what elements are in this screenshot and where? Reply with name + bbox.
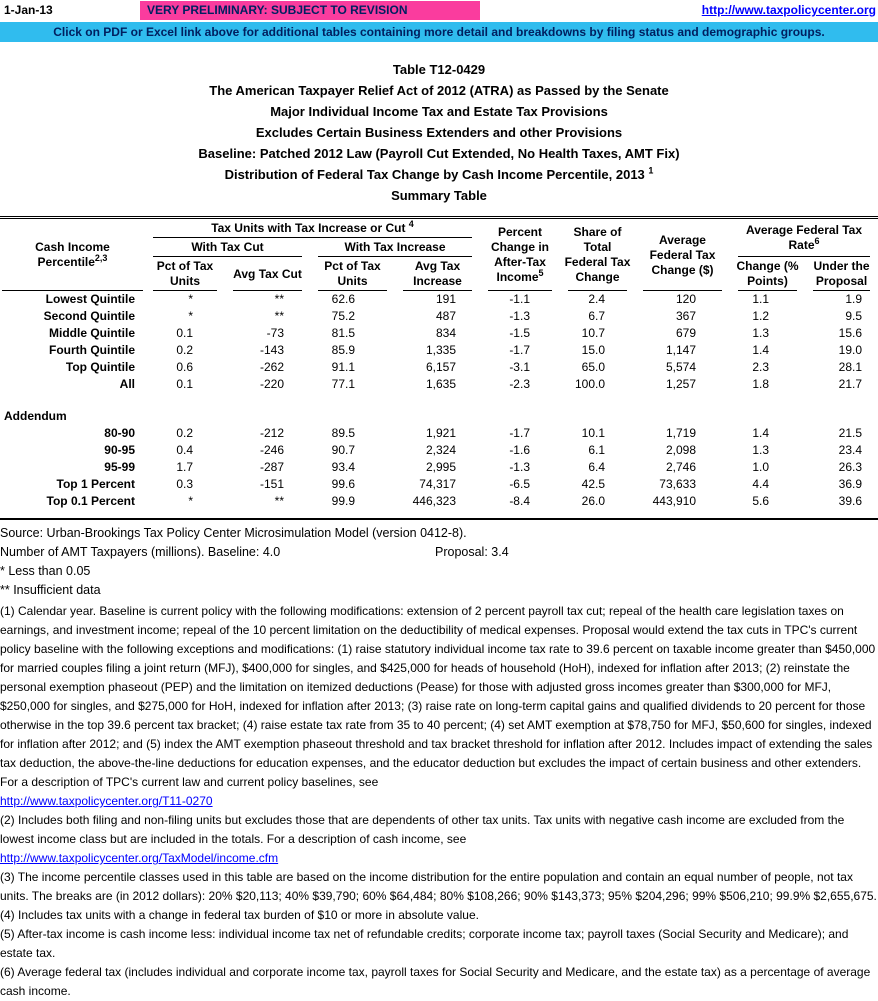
- table-number: Table T12-0429: [392, 62, 486, 77]
- avg-tax-increase-value: 2,995: [425, 460, 456, 474]
- avg-tax-increase-value: 834: [435, 326, 456, 340]
- pct-units-cut-value: 0.2: [176, 426, 193, 440]
- row-label: Middle Quintile: [49, 326, 135, 340]
- avg-federal-tax-change-value: 443,910: [652, 494, 696, 508]
- table-row: [0, 291, 878, 308]
- table-row: [0, 376, 878, 393]
- footnote-6-marker: 6: [814, 236, 820, 246]
- avg-tax-increase-value: 2,324: [425, 443, 456, 457]
- note-5: (5) After-tax income is cash income less: individual income tax net of refundable credits; corporate income tax; payroll taxes (Social Security and Medicare); and estate tax.: [0, 927, 849, 960]
- pct-units-increase-value: 85.9: [331, 343, 355, 357]
- avg-tax-increase-value: 1,335: [425, 343, 456, 357]
- header-avg-federal-tax-change: Average Federal Tax Change ($): [635, 218, 730, 292]
- taxpolicycenter-link[interactable]: http://www.taxpolicycenter.org: [701, 3, 876, 17]
- change-pct-points-value: 1.0: [752, 460, 769, 474]
- header-under-proposal: Under the Proposal: [805, 257, 878, 291]
- header-change-pct-points: Change (% Points): [730, 257, 805, 291]
- table-row: [0, 342, 878, 359]
- footnote-2-3-marker: 2,3: [94, 253, 108, 263]
- avg-tax-cut-value: **: [274, 494, 284, 508]
- note-1-link[interactable]: http://www.taxpolicycenter.org/T11-0270: [0, 794, 213, 808]
- header-avg-tax-increase: Avg Tax Increase: [395, 257, 480, 291]
- avg-federal-tax-change-value: 679: [675, 326, 696, 340]
- pct-change-after-tax-value: -1.5: [509, 326, 530, 340]
- pct-units-cut-value: *: [188, 494, 193, 508]
- pct-change-after-tax-value: -6.5: [509, 477, 530, 491]
- table-row: [0, 476, 878, 493]
- title-summary: Summary Table: [391, 188, 487, 203]
- pct-units-cut-value: 1.7: [176, 460, 193, 474]
- pct-units-cut-value: *: [188, 309, 193, 323]
- notes-block: [0, 602, 878, 1001]
- avg-tax-cut-value: -143: [259, 343, 284, 357]
- header-pct-units-cut: Pct of Tax Units: [145, 257, 225, 291]
- avg-tax-cut-value: -287: [259, 460, 284, 474]
- under-proposal-value: 39.6: [838, 494, 863, 508]
- row-label: 95-99: [104, 460, 135, 474]
- table-header: [0, 218, 878, 292]
- title-provisions: Major Individual Income Tax and Estate Tax Provisions: [270, 104, 608, 119]
- change-pct-points-value: 1.4: [752, 343, 769, 357]
- share-total-change-value: 10.7: [581, 326, 605, 340]
- avg-tax-cut-value: -73: [266, 326, 284, 340]
- preliminary-banner: VERY PRELIMINARY: SUBJECT TO REVISION: [140, 1, 480, 20]
- share-total-change-value: 6.7: [588, 309, 605, 323]
- change-pct-points-value: 1.1: [752, 292, 769, 306]
- pct-units-cut-value: 0.1: [176, 377, 193, 391]
- addendum-rows: [0, 425, 878, 510]
- avg-tax-cut-value: **: [274, 309, 284, 323]
- avg-federal-tax-change-value: 1,257: [665, 377, 696, 391]
- under-proposal-value: 23.4: [838, 443, 863, 457]
- avg-tax-cut-value: -262: [259, 360, 284, 374]
- avg-federal-tax-change-value: 2,746: [665, 460, 696, 474]
- title-baseline: Baseline: Patched 2012 Law (Payroll Cut Extended, No Health Taxes, AMT Fix): [198, 146, 680, 161]
- date-label: 1-Jan-13: [4, 3, 53, 17]
- avg-tax-increase-value: 191: [435, 292, 456, 306]
- share-total-change-value: 65.0: [581, 360, 605, 374]
- notice-banner: Click on PDF or Excel link above for additional tables containing more detail and breakdowns by filing status and demographic groups.: [0, 22, 878, 42]
- note-2: (2) Includes both filing and non-filing units but excludes those that are dependents of other tax units. Tax units with negative cash income are excluded from the lowest income class but are included in the totals. For a description of cash income, see: [0, 813, 845, 846]
- footnote-1-marker: 1: [648, 165, 654, 176]
- pct-units-increase-value: 93.4: [331, 460, 355, 474]
- change-pct-points-value: 1.8: [752, 377, 769, 391]
- header-tax-units-group: Tax Units with Tax Increase or Cut $^4$: [145, 218, 480, 239]
- star-note: * Less than 0.05: [0, 564, 91, 578]
- under-proposal-value: 19.0: [838, 343, 863, 357]
- header-avg-tax-cut: Avg Tax Cut: [225, 257, 310, 291]
- pct-units-increase-value: 62.6: [331, 292, 355, 306]
- change-pct-points-value: 1.2: [752, 309, 769, 323]
- avg-tax-cut-value: -151: [259, 477, 284, 491]
- change-pct-points-value: 1.4: [752, 426, 769, 440]
- pct-units-increase-value: 81.5: [331, 326, 355, 340]
- pct-units-increase-value: 91.1: [331, 360, 355, 374]
- summary-table: [0, 216, 878, 520]
- header-share-total-change: Share of Total Federal Tax Change: [560, 218, 635, 292]
- change-pct-points-value: 2.3: [752, 360, 769, 374]
- row-label: 80-90: [104, 426, 135, 440]
- double-star-note: ** Insufficient data: [0, 583, 101, 597]
- share-total-change-value: 10.1: [581, 426, 605, 440]
- change-pct-points-value: 1.3: [752, 326, 769, 340]
- avg-tax-cut-value: -220: [259, 377, 284, 391]
- under-proposal-value: 28.1: [838, 360, 863, 374]
- under-proposal-value: 26.3: [838, 460, 863, 474]
- avg-tax-cut-value: -246: [259, 443, 284, 457]
- note-2-link[interactable]: http://www.taxpolicycenter.org/TaxModel/income.cfm: [0, 851, 279, 865]
- title-distribution: Distribution of Federal Tax Change by Cash Income Percentile, 2013 $^1$: [224, 165, 654, 182]
- footer-block: [0, 524, 878, 600]
- under-proposal-value: 21.7: [838, 377, 863, 391]
- pct-change-after-tax-value: -1.7: [509, 343, 530, 357]
- share-total-change-value: 42.5: [581, 477, 605, 491]
- title-excludes: Excludes Certain Business Extenders and other Provisions: [255, 125, 623, 140]
- note-4: (4) Includes tax units with a change in federal tax burden of $10 or more in absolute value.: [0, 908, 479, 922]
- title-act: The American Taxpayer Relief Act of 2012 (ATRA) as Passed by the Senate: [209, 83, 669, 98]
- header-cash-income-percentile: Cash Income Percentile$^{2,3}$: [0, 218, 145, 292]
- pct-units-cut-value: 0.3: [176, 477, 193, 491]
- avg-tax-increase-value: 6,157: [425, 360, 456, 374]
- change-pct-points-value: 5.6: [752, 494, 769, 508]
- footnote-4-marker: 4: [408, 219, 414, 229]
- under-proposal-value: 15.6: [838, 326, 863, 340]
- header-pct-units-increase: Pct of Tax Units: [310, 257, 395, 291]
- header-avg-federal-tax-rate-group: Average Federal Tax Rate$^6$: [730, 218, 878, 258]
- top-bar: [0, 0, 878, 21]
- pct-units-increase-value: 99.6: [331, 477, 355, 491]
- note-3: (3) The income percentile classes used in this table are based on the income distribution for the entire population and contain an equal number of people, not tax units. The breaks are (in 2012 dollars): 20% $20,113; 40% $39,790; 60% $64,484; 80% $108,266; 90% $143,373; 95% $204,296; 99% $506,210; 99.9% $2,655,675.: [0, 870, 877, 903]
- pct-units-cut-value: *: [188, 292, 193, 306]
- under-proposal-value: 1.9: [845, 292, 863, 306]
- pct-change-after-tax-value: -1.1: [509, 292, 530, 306]
- header-with-tax-cut: With Tax Cut: [145, 238, 310, 257]
- note-1: (1) Calendar year. Baseline is current policy with the following modifications: extension of 2 percent payroll tax cut; repeal of the health care legislation taxes on earnings, and investment income; repeal of the 10 percent limitation on the deductibility of medical expenses. Proposal would extend the tax cuts in TPC's current policy baseline with the following exceptions and modifications: (1) raise statutory individual income tax rate to 39.6 percent on taxable income greater than $450,000 for married couples filing a joint return (MFJ), $400,000 for singles, and $425,000 for heads of household (HoH), indexed for inflation after 2013; (2) reinstate the personal exemption phaseout (PEP) and the limitation on itemized deductions (Pease) for those with adjusted gross incomes greater than $300,000 for MFJ, $250,000 for singles, and $275,000 for HoH, indexed for inflation after 2013; (3) raise rate on long-term capital gains and qualified dividends to 20 percent for those otherwise in the top 39.6 percent tax bracket; (4) raise estate tax rate from 35 to 40 percent; (4) set AMT exemption at $78,750 for MFJ, $50,600 for singles, indexed for inflation after 2012; and (5) index the AMT exemption phaseout threshold and tax bracket threshold for inflation after 2012. Includes impact of extending the sales tax deduction, the above-the-line deductions for education expenses, and the educator deduction but excludes the impact of certain business and other extenders. For a description of TPC's current law and current policy baselines, see: [0, 604, 876, 789]
- avg-tax-increase-value: 446,323: [412, 494, 456, 508]
- share-total-change-value: 6.1: [588, 443, 605, 457]
- amt-baseline: Number of AMT Taxpayers (millions). Baseline: 4.0: [0, 545, 281, 559]
- avg-federal-tax-change-value: 2,098: [665, 443, 696, 457]
- row-label: All: [119, 377, 135, 391]
- share-total-change-value: 6.4: [588, 460, 605, 474]
- table-row: [0, 442, 878, 459]
- footnote-5-marker: 5: [538, 268, 544, 278]
- row-label: Second Quintile: [43, 309, 135, 323]
- share-total-change-value: 26.0: [581, 494, 605, 508]
- pct-units-cut-value: 0.2: [176, 343, 193, 357]
- avg-tax-increase-value: 1,921: [425, 426, 456, 440]
- pct-change-after-tax-value: -3.1: [509, 360, 530, 374]
- avg-tax-increase-value: 74,317: [419, 477, 456, 491]
- avg-tax-cut-value: **: [274, 292, 284, 306]
- share-total-change-value: 100.0: [574, 377, 605, 391]
- addendum-section: [0, 393, 878, 425]
- pct-units-cut-value: 0.4: [176, 443, 193, 457]
- share-total-change-value: 15.0: [581, 343, 605, 357]
- table-row: [0, 493, 878, 510]
- table-row: [0, 308, 878, 325]
- avg-tax-cut-value: -212: [259, 426, 284, 440]
- amt-taxpayers-line: [0, 543, 878, 562]
- under-proposal-value: 9.5: [845, 309, 863, 323]
- amt-proposal: Proposal: 3.4: [435, 545, 509, 559]
- table-row: [0, 425, 878, 442]
- pct-units-increase-value: 99.9: [331, 494, 355, 508]
- table-row: [0, 359, 878, 376]
- pct-units-increase-value: 90.7: [331, 443, 355, 457]
- row-label: 90-95: [104, 443, 135, 457]
- avg-federal-tax-change-value: 1,147: [665, 343, 696, 357]
- pct-change-after-tax-value: -1.7: [509, 426, 530, 440]
- source-line: Source: Urban-Brookings Tax Policy Center Microsimulation Model (version 0412-8).: [0, 526, 467, 540]
- avg-tax-increase-value: 1,635: [425, 377, 456, 391]
- note-6: (6) Average federal tax (includes individual and corporate income tax, payroll taxes for Social Security and Medicare, and the estate tax) as a percentage of average cash income.: [0, 965, 871, 998]
- addendum-label: Addendum: [4, 409, 67, 423]
- quintile-rows: [0, 291, 878, 393]
- row-label: Top 0.1 Percent: [46, 494, 135, 508]
- pct-units-cut-value: 0.6: [176, 360, 193, 374]
- pct-change-after-tax-value: -1.6: [509, 443, 530, 457]
- under-proposal-value: 36.9: [838, 477, 863, 491]
- pct-units-increase-value: 77.1: [331, 377, 355, 391]
- avg-federal-tax-change-value: 367: [675, 309, 696, 323]
- avg-tax-increase-value: 487: [435, 309, 456, 323]
- pct-change-after-tax-value: -1.3: [509, 309, 530, 323]
- change-pct-points-value: 1.3: [752, 443, 769, 457]
- row-label: Top Quintile: [65, 360, 135, 374]
- pct-change-after-tax-value: -2.3: [509, 377, 530, 391]
- avg-federal-tax-change-value: 5,574: [665, 360, 696, 374]
- row-label: Top 1 Percent: [56, 477, 135, 491]
- pct-change-after-tax-value: -1.3: [509, 460, 530, 474]
- under-proposal-value: 21.5: [838, 426, 863, 440]
- avg-federal-tax-change-value: 73,633: [659, 477, 696, 491]
- pct-units-increase-value: 89.5: [331, 426, 355, 440]
- avg-federal-tax-change-value: 120: [675, 292, 696, 306]
- title-block: [0, 59, 878, 206]
- pct-units-cut-value: 0.1: [176, 326, 193, 340]
- pct-units-increase-value: 75.2: [331, 309, 355, 323]
- row-label: Lowest Quintile: [45, 292, 135, 306]
- share-total-change-value: 2.4: [588, 292, 605, 306]
- header-pct-change-after-tax: Percent Change in After-Tax Income$^5$: [480, 218, 560, 292]
- pct-change-after-tax-value: -8.4: [509, 494, 530, 508]
- table-row: [0, 325, 878, 342]
- change-pct-points-value: 4.4: [752, 477, 769, 491]
- row-label: Fourth Quintile: [49, 343, 135, 357]
- header-with-tax-increase: With Tax Increase: [310, 238, 480, 257]
- avg-federal-tax-change-value: 1,719: [665, 426, 696, 440]
- table-row: [0, 459, 878, 476]
